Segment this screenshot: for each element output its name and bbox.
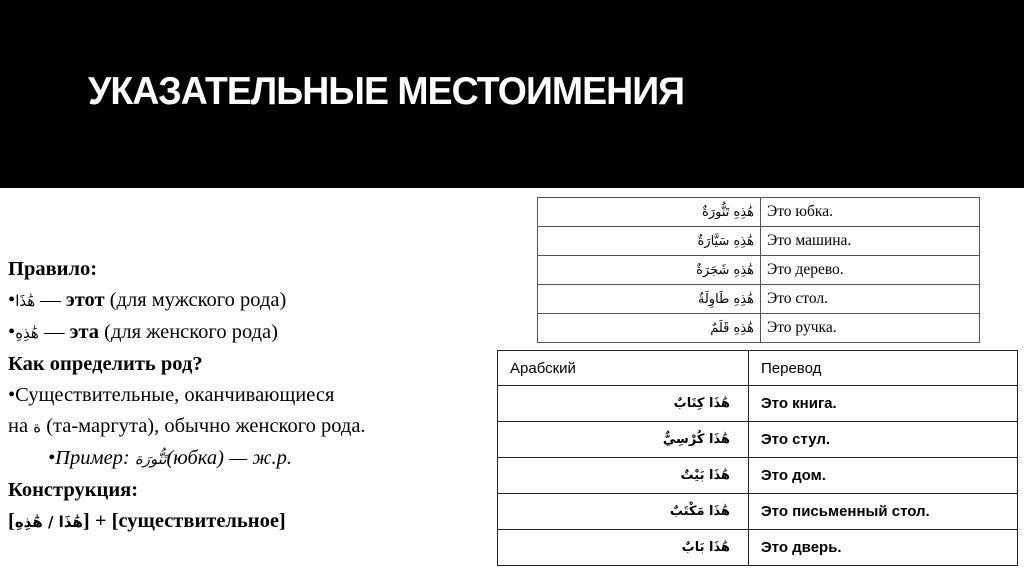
arabic-example: تَنُّورَة — [134, 450, 167, 468]
table-row — [538, 227, 980, 256]
table-row — [498, 458, 1018, 494]
page-title: УКАЗАТЕЛЬНЫЕ МЕСТОИМЕНИЯ — [88, 70, 685, 113]
ta-marbuta-line: на ة (та-маргута), обычно женского рода. — [8, 415, 366, 437]
translation-cell: Это письменный стол. — [749, 494, 1018, 530]
arabic-hadha: هَٰذَا — [15, 292, 36, 310]
ending-rule-line: •Существительные, оканчивающиеся — [8, 384, 335, 406]
table-row — [538, 198, 980, 227]
arabic-cell: هَٰذَا كِتَابٌ — [498, 386, 749, 422]
header-translation: Перевод — [749, 351, 1018, 386]
arabic-cell: هَٰذَا بَيْتٌ — [498, 458, 749, 494]
arabic-hadhihi: هَٰذِهِ — [15, 324, 39, 342]
table-row — [498, 422, 1018, 458]
translation-cell: Это юбка. — [761, 198, 980, 227]
translation-cell: Это книга. — [749, 386, 1018, 422]
translation-cell: Это дерево. — [761, 256, 980, 285]
masculine-examples-table — [497, 350, 1018, 566]
translation-cell: Это дом. — [749, 458, 1018, 494]
arabic-formula: هَٰذَا / هَٰذِهِ — [14, 513, 83, 531]
translation-cell: Это ручка. — [761, 314, 980, 343]
arabic-cell: هَٰذَا مَكْتَبٌ — [498, 494, 749, 530]
arabic-cell: هَٰذَا كُرْسِيٌّ — [498, 422, 749, 458]
word-etot: этот — [65, 289, 105, 311]
arabic-ta-marbuta: ة — [33, 418, 42, 436]
table-header-row — [498, 351, 1018, 386]
table-row — [498, 386, 1018, 422]
rule-masculine-line: •هَٰذَا — этот (для мужского рода) — [8, 289, 287, 311]
translation-cell: Это дверь. — [749, 530, 1018, 566]
rule-text-block — [8, 254, 488, 538]
arabic-cell: هَٰذِهِ تَنُّورَةٌ — [538, 198, 761, 227]
construction-heading: Конструкция: — [8, 479, 139, 501]
feminine-examples-table — [537, 197, 980, 343]
rule-feminine-line: •هَٰذِهِ — эта (для женского рода) — [8, 321, 278, 343]
arabic-cell: هَٰذِهِ طَاوِلَةٌ — [538, 285, 761, 314]
word-eta: эта — [69, 321, 100, 343]
example-line: •Пример: تَنُّورَة(юбка) — ж.р. — [48, 447, 292, 469]
table-row — [538, 285, 980, 314]
table-row — [498, 530, 1018, 566]
translation-cell: Это машина. — [761, 227, 980, 256]
arabic-cell: هَٰذَا بَابٌ — [498, 530, 749, 566]
construction-formula: [هَٰذَا / هَٰذِهِ] + [существительное] — [8, 510, 286, 532]
gender-question: Как определить род? — [8, 353, 203, 375]
rule-heading: Правило: — [8, 258, 98, 280]
arabic-cell: هَٰذِهِ سَيَّارَةٌ — [538, 227, 761, 256]
table-row — [538, 256, 980, 285]
arabic-cell: هَٰذِهِ قَلَمٌ — [538, 314, 761, 343]
table-row — [538, 314, 980, 343]
header-arabic: Арабский — [498, 351, 749, 386]
arabic-cell: هَٰذِهِ شَجَرَةٌ — [538, 256, 761, 285]
title-banner — [0, 0, 1024, 188]
translation-cell: Это стол. — [761, 285, 980, 314]
table-row — [498, 494, 1018, 530]
translation-cell: Это стул. — [749, 422, 1018, 458]
